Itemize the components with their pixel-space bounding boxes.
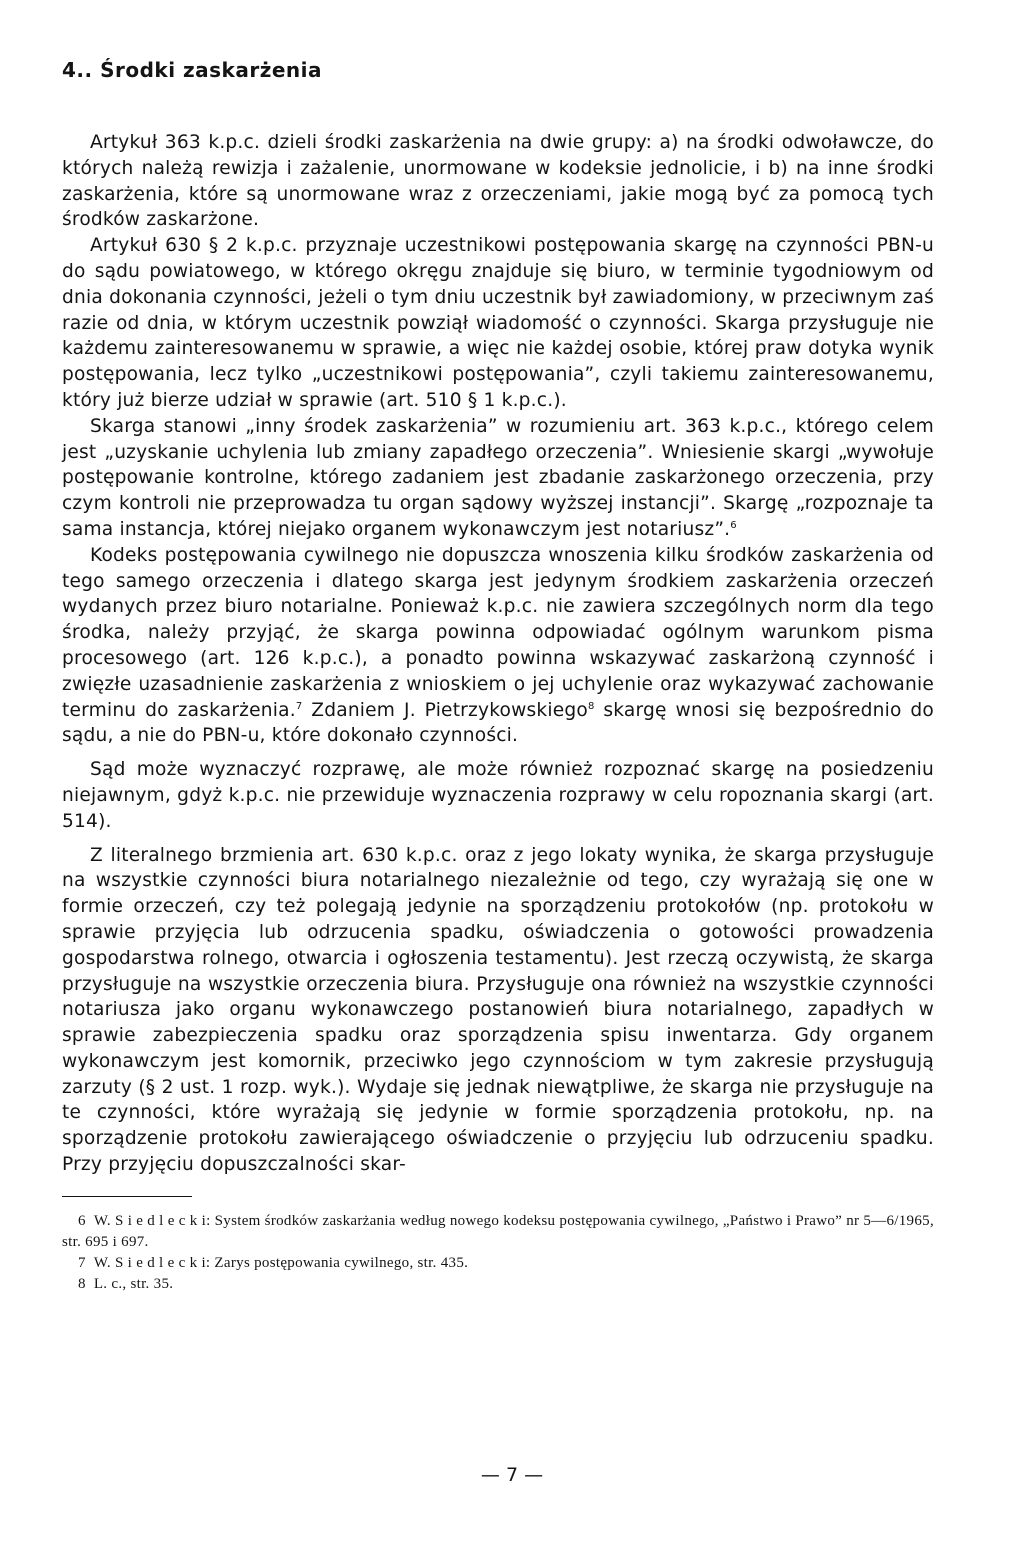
paragraph-text: Artykuł 630 § 2 k.p.c. przyznaje uczestnikowi postępowania skargę na czynności PBN-u do sądu powiatowego, w którego okręgu znajduje się biuro, w terminie tygodniowym od dnia dokonania czynności, jeżeli o tym dniu uczestnik był zawiadomiony, w przeciwnym zaś razie od dnia, w którym uczestnik powziął wiadomość o czynności. Skarga przysługuje nie każdemu zainteresowanemu w sprawie, a więc nie każdej osobie, której praw dotyka wynik postępowania, lecz tylko „uczestnikowi postępowania”, czyli takiemu zainteresowanemu, który już bierze udział w sprawie (art. 510 § 1 k.p.c.). xyxy=(62,235,934,411)
footnote-7 xyxy=(62,1253,934,1274)
paragraph-2 xyxy=(62,233,934,414)
paragraph-text: skargę wnosi się bezpośrednio do sądu, a nie do PBN-u, które dokonało czynności. xyxy=(62,699,934,747)
paragraph-1 xyxy=(62,130,934,233)
footnotes xyxy=(62,1211,934,1295)
paragraph-3 xyxy=(62,414,934,543)
paragraph-text: Skarga stanowi „inny środek zaskarżenia” w rozumieniu art. 363 k.p.c., którego celem jest „uzyskanie uchylenia lub zmiany zapadłego orzeczenia”. Wniesienie skargi „wywołuje postępowanie kontrolne, którego zadaniem jest zbadanie zaskarżonego orzeczenia, przy czym kontroli nie przeprowadza tu organ sądowy wyższej instancji”. Skargę „rozpoznaje ta sama instancja, której niejako organem wykonawczym jest notariusz”. xyxy=(62,415,934,540)
paragraph-text: Z literalnego brzmienia art. 630 k.p.c. oraz z jego lokaty wynika, że skarga przysługuje na wszystkie czynności biura notarialnego niezależnie od tego, czy wyrażają się one w formie orzeczeń, czy też polegają jedynie na sporządzeniu protokołów (np. protokołu w sprawie przyjęcia lub odrzucenia spadku, oświadczenia o gotowości prowadzenia gospodarstwa rolnego, otwarcia i ogłoszenia testamentu). Jest rzeczą oczywistą, że skarga przysługuje na wszystkie orzeczenia biura. Przysługuje ona również na wszystkie czynności notariusza jako organu wykonawczego postanowień biura notarialnego, zapadłych w sprawie zabezpieczenia spadku oraz sporządzenia spisu inwentarza. Gdy organem wykonawczym jest komornik, przeciwko jego czynnościom w tym zakresie przysługują zarzuty (§ 2 ust. 1 rozp. wyk.). Wydaje się jednak niewątpliwe, że skarga nie przysługuje na te czynności, które wyrażają się jedynie w formie sporządzenia protokołu, np. na sporządzenie protokołu zawierającego oświadczenie o przyjęciu lub odrzuceniu spadku. Przy przyjęciu dopuszczalności skar- xyxy=(62,844,934,1176)
footnote-divider xyxy=(62,1196,192,1197)
footnote-number: 8 xyxy=(78,1275,86,1292)
footnote-number: 6 xyxy=(78,1212,86,1229)
paragraph-5 xyxy=(62,757,934,834)
footnote-8 xyxy=(62,1274,934,1295)
paragraph-6 xyxy=(62,843,934,1178)
paragraph-4 xyxy=(62,543,934,749)
body-text xyxy=(62,130,934,1178)
paragraph-text: Kodeks postępowania cywilnego nie dopuszcza wnoszenia kilku środków zaskarżenia od tego samego orzeczenia i dlatego skarga jest jedynym środkiem zaskarżenia orzeczeń wydanych przez biuro notarialne. Ponieważ k.p.c. nie zawiera szczególnych norm dla tego środka, należy przyjąć, że skarga powinna odpowiadać ogólnym warunkom pisma procesowego (art. 126 k.p.c.), a ponadto powinna wskazywać zaskarżoną czynność i zwięzłe uzasadnienie zaskarżenia z wnioskiem o jej uchylenie oraz wykazywać zachowanie terminu do zaskarżenia. xyxy=(62,544,934,721)
paragraph-text: Artykuł 363 k.p.c. dzieli środki zaskarżenia na dwie grupy: a) na środki odwoławcze, do których należą rewizja i zażalenie, unormowane w kodeksie jednolicie, i b) na inne środki zaskarżenia, które są unormowane wraz z orzeczeniami, jakie mogą być za pomocą tych środków zaskarżone. xyxy=(62,132,934,231)
footnote-text: W. S i e d l e c k i: Zarys postępowania cywilnego, str. 435. xyxy=(93,1254,469,1271)
section-heading: 4.. Środki zaskarżenia xyxy=(62,58,323,82)
paragraph-text: Zdaniem J. Pietrzykowskiego xyxy=(302,699,588,721)
paragraph-text: Sąd może wyznaczyć rozprawę, ale może również rozpoznać skargę na posiedzeniu niejawnym, gdyż k.p.c. nie przewiduje wyznaczenia rozprawy w celu ropoznania skargi (art. 514). xyxy=(62,759,934,832)
footnote-ref-7: 7 xyxy=(295,700,303,712)
footnote-6 xyxy=(62,1211,934,1253)
footnote-text: W. S i e d l e c k i: System środków zaskarżania według nowego kodeksu postępowania cywilnego, „Państwo i Prawo” nr 5—6/1965, str. 695 i 697. xyxy=(62,1212,934,1250)
footnote-number: 7 xyxy=(78,1254,86,1271)
footnote-ref-8: 8 xyxy=(587,700,595,712)
page xyxy=(62,58,934,1295)
page-number: — 7 — xyxy=(480,1464,544,1486)
footnote-text: L. c., str. 35. xyxy=(93,1275,174,1292)
footnote-ref-6: 6 xyxy=(730,519,737,531)
